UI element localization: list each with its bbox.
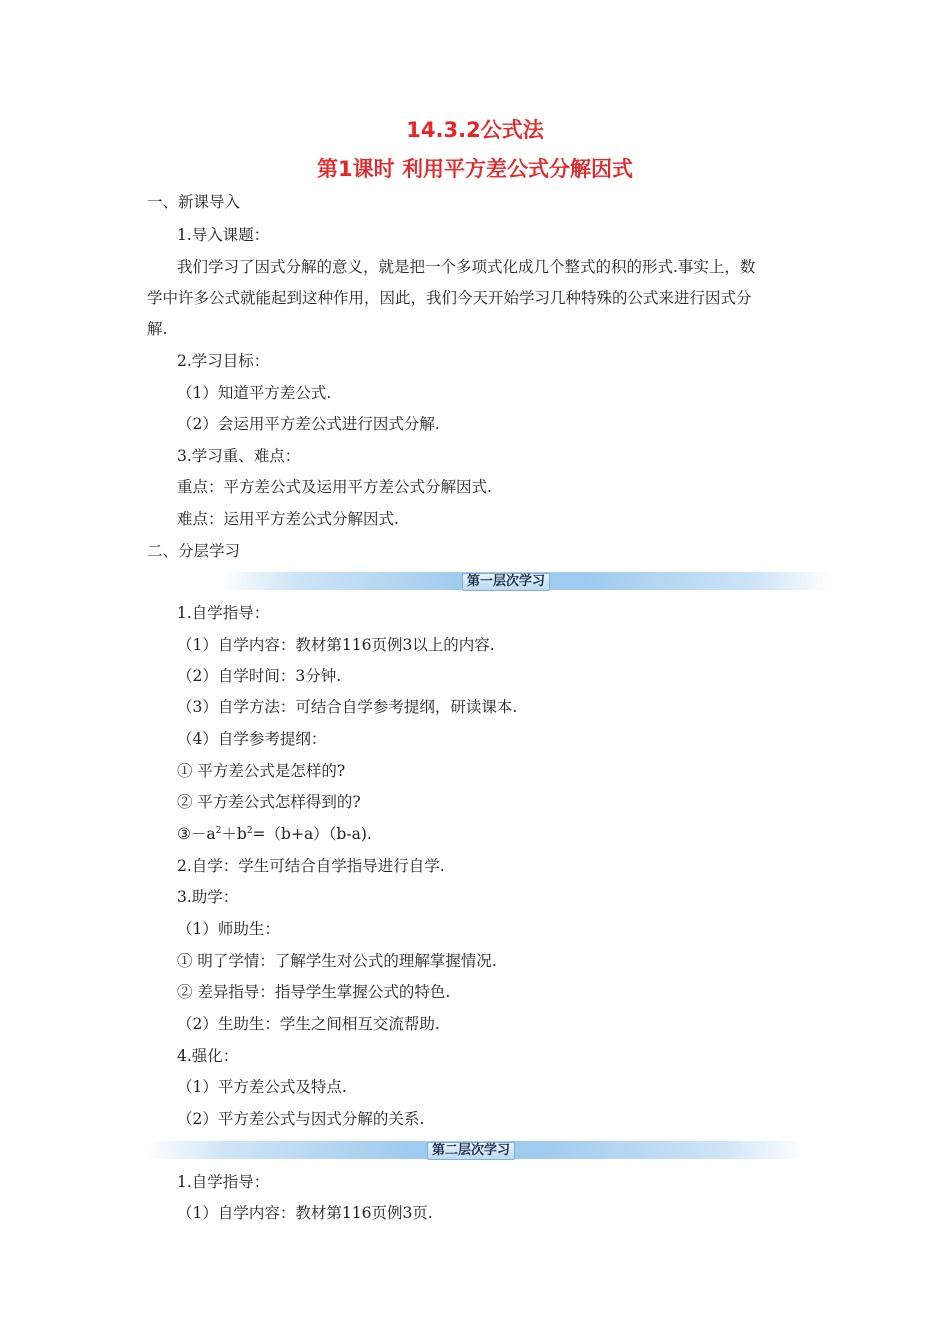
page-subtitle: 第1课时 利用平方差公式分解因式 [317, 157, 633, 181]
formula-part: =（b+a）（b-a). [252, 825, 372, 843]
text-line: （2）生助生：学生之间相互交流帮助. [177, 1015, 440, 1033]
text-line: 难点：运用平方差公式分解因式. [177, 510, 399, 528]
text-line: 2.学习目标： [177, 352, 270, 370]
level-banner-label: 第一层次学习 [462, 573, 550, 591]
text-line: 4.强化： [177, 1047, 239, 1065]
text-line: （4）自学参考提纲： [177, 730, 327, 748]
paragraph-line: 我们学习了因式分解的意义，就是把一个多项式化成几个整式的积的形式.事实上，数 [177, 258, 756, 276]
text-line: （1）平方差公式及特点. [177, 1078, 347, 1096]
text-line: 重点：平方差公式及运用平方差公式分解因式. [177, 478, 492, 496]
text-line: ① 明了学情：了解学生对公式的理解掌握情况. [177, 952, 497, 970]
text-line: （3）自学方法：可结合自学参考提纲，研读课本. [177, 698, 518, 716]
level-banner-1 [220, 572, 832, 590]
page-title: 14.3.2公式法 [406, 118, 544, 142]
text-line: （1）自学内容：教材第116页例3页. [177, 1204, 433, 1222]
paragraph-line: 学中许多公式就能起到这种作用，因此，我们今天开始学习几种特殊的公式来进行因式分 [147, 289, 752, 307]
section-heading-intro: 一、新课导入 [147, 193, 241, 211]
text-line: （1）自学内容：教材第116页例3以上的内容. [177, 636, 495, 654]
formula-part: ＋b [221, 825, 247, 843]
text-line: （1）师助生： [177, 920, 280, 938]
level-banner-label: 第二层次学习 [427, 1142, 515, 1160]
text-line: 2.自学：学生可结合自学指导进行自学. [177, 857, 445, 875]
text-line: （2）自学时间：3分钟. [177, 667, 342, 685]
text-line: ① 平方差公式是怎样的? [177, 762, 346, 780]
text-line: 1.自学指导： [177, 604, 270, 622]
formula-exponent: 2 [246, 826, 253, 836]
text-line: （2）平方差公式与因式分解的关系. [177, 1110, 425, 1128]
text-line: 1.导入课题： [177, 226, 270, 244]
formula-exponent: 2 [215, 826, 222, 836]
paragraph-line: 解. [147, 320, 168, 338]
text-line: （1）知道平方差公式. [177, 384, 332, 402]
text-line: 1.自学指导： [177, 1173, 270, 1191]
text-line: ② 差异指导：指导学生掌握公式的特色. [177, 983, 451, 1001]
formula-part: ③－a [177, 825, 216, 843]
text-line: 3.助学： [177, 888, 239, 906]
section-heading-layered: 二、分层学习 [147, 542, 241, 560]
text-line: 3.学习重、难点： [177, 447, 301, 465]
formula-line [177, 824, 372, 844]
text-line: ② 平方差公式怎样得到的? [177, 793, 361, 811]
level-banner-2 [145, 1141, 805, 1159]
text-line: （2）会运用平方差公式进行因式分解. [177, 415, 440, 433]
